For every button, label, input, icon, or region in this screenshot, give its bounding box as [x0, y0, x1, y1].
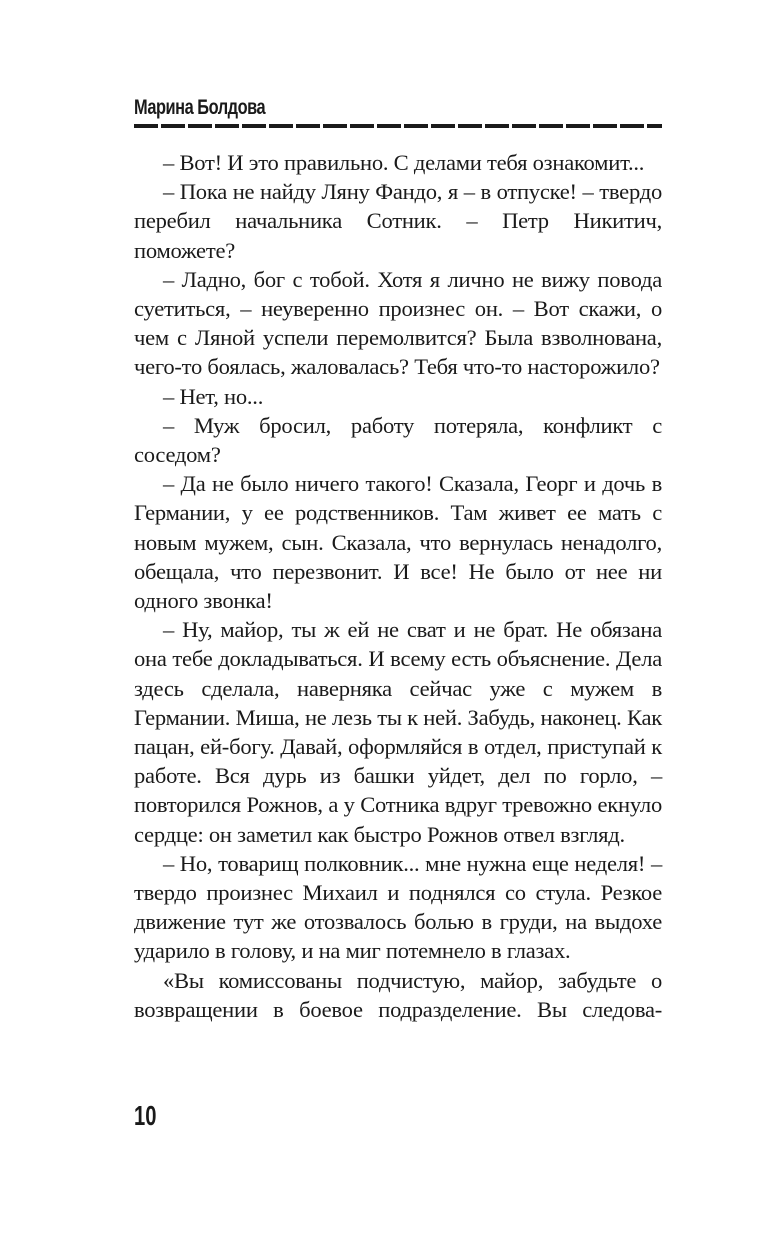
paragraph: – Муж бросил, работу потеряла, конфликт с соседом? — [134, 412, 662, 468]
paragraph: – Пока не найду Ляну Фандо, я – в отпуске! – твердо перебил начальника Сотник. – Петр Никитич, поможете? — [134, 179, 662, 263]
paragraph: – Ладно, бог с тобой. Хотя я лично не вижу повода суетиться, – неуверенно произнес он. – Вот скажи, о чем с Ляной успели перемолвится? Была взволнована, чего-то боялась, жаловалась? Тебя что-то насторожило? — [134, 266, 662, 380]
paragraph: – Да не было ничего такого! Сказала, Георг и дочь в Германии, у ее родственников. Там живет ее мать с новым мужем, сын. Сказала, что вернулась ненадолго, обещала, что перезвонит. И все! Не было от нее ни одного звонка! — [134, 471, 662, 614]
running-head-author: Марина Болдова — [134, 96, 266, 119]
paragraph: «Вы комиссованы подчистую, майор, забудьте о возвращении в боевое подразделение. Вы следова- — [134, 967, 662, 1022]
page-number: 10 — [134, 1100, 157, 1131]
header-dashed-rule — [134, 124, 662, 128]
paragraph: – Но, товарищ полковник... мне нужна еще неделя! – твердо произнес Михаил и поднялся со стула. Резкое движение тут же отозвалось болью в груди, на выдохе ударило в голову, и на миг потемнело в глазах. — [134, 850, 662, 964]
paragraph: – Ну, майор, ты ж ей не сват и не брат. Не обязана она тебе докладываться. И всему есть объяснение. Дела здесь сделала, наверняка сейчас уже с мужем в Германии. Миша, не лезь ты к ней. Забудь, наконец. Как пацан, ей-богу. Давай, оформляйся в отдел, приступай к работе. Вся дурь из башки уйдет, дел по горло, – повторился Рожнов, а у Сотника вдруг тревожно екнуло сердце: он заметил как быстро Рожнов отвел взгляд. — [134, 617, 663, 847]
paragraph: – Нет, но... — [163, 383, 264, 409]
paragraph: – Вот! И это правильно. С делами тебя ознакомит... — [163, 150, 645, 175]
body-text — [134, 148, 662, 1024]
